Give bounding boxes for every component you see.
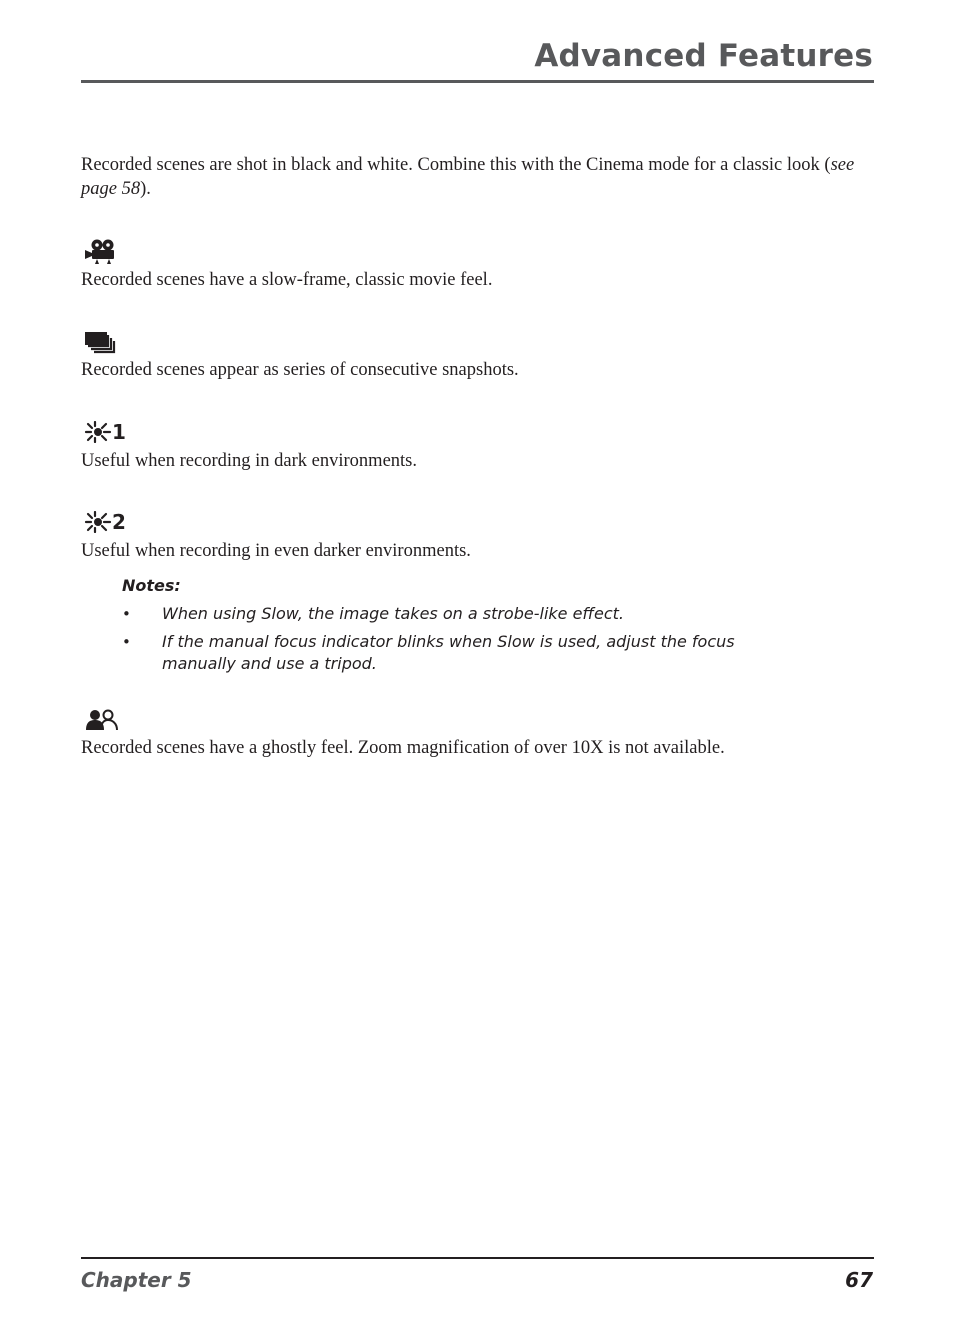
- section-bw-text: [81, 153, 881, 201]
- stacked-frames-icon: [84, 331, 118, 355]
- section-ghost-text: Recorded scenes have a ghostly feel. Zoom magnification of over 10X is not available.: [81, 738, 725, 758]
- page-title: Advanced Features: [534, 38, 873, 74]
- page-number: 67: [845, 1268, 873, 1292]
- footer-chapter: Chapter 5: [81, 1268, 192, 1292]
- section-night2-text: Useful when recording in even darker environments.: [81, 541, 471, 561]
- note-item: When using Slow, the image takes on a strobe-like effect.: [162, 604, 624, 623]
- section-bw-text-end: ).: [140, 179, 151, 199]
- night-mode-icon: [84, 421, 112, 443]
- header-divider: [81, 80, 874, 83]
- section-night1-text: Useful when recording in dark environments.: [81, 451, 417, 471]
- note-bullet: •: [122, 605, 131, 623]
- ghost-figures-icon: [84, 709, 120, 731]
- movie-camera-icon: [84, 238, 118, 264]
- section-cinema-text: Recorded scenes have a slow-frame, classic movie feel.: [81, 270, 493, 290]
- note-bullet: •: [122, 633, 131, 651]
- night-mode-icon: [84, 511, 112, 533]
- section-strobe-text: Recorded scenes appear as series of consecutive snapshots.: [81, 360, 519, 380]
- page-reference: see page 58: [81, 155, 855, 199]
- night-mode-level-label: 2: [112, 510, 126, 534]
- night-mode-level-label: 1: [112, 420, 126, 444]
- note-item: If the manual focus indicator blinks when Slow is used, adjust the focus manually and use a tripod.: [162, 632, 735, 673]
- section-bw-text-start: Recorded scenes are shot in black and white. Combine this with the Cinema mode for a classic look (: [81, 155, 831, 175]
- footer-divider: [81, 1257, 874, 1259]
- notes-heading: Notes:: [122, 576, 181, 595]
